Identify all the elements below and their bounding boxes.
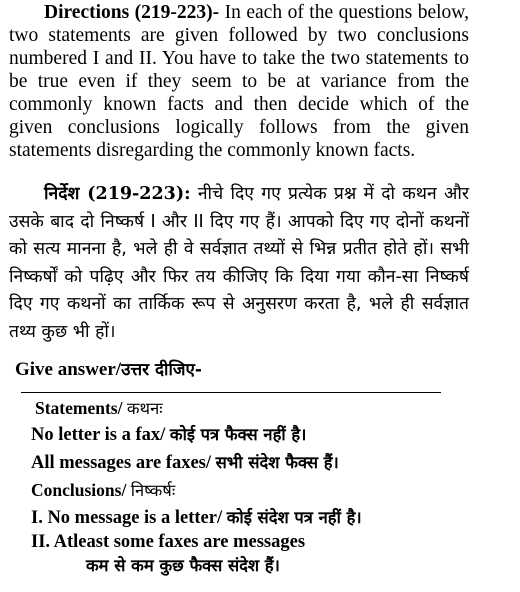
directions-text-hindi: नीचे दिए गए प्रत्येक प्रश्न में दो कथन और उसके बाद दो निष्कर्ष I और II दिए गए हैं। आपको दिए गए दोनों कथनों को सत्य मानना है, भले ही वे सर्वज्ञात तथ्यों से भिन्न प्रतीत होते हों। सभी निष्कर्षों को पढ़िए और फिर तय कीजिए कि दिया गया कौन-सा निष्कर्ष दिए गए कथनों का तार्किक रूप से अनुसरण करता है, भले ही सर्वज्ञात तथ्य कुछ भी हों। [9, 184, 469, 342]
statements-heading-english: Statements/ [35, 398, 127, 418]
conclusion-1-hindi: कोई संदेश पत्र नहीं है। [226, 508, 362, 527]
directions-label-hindi: निर्देश (219-223): [44, 184, 191, 204]
conclusion-1-english: I. No message is a letter/ [31, 508, 227, 528]
conclusion-2-hindi-text: कम से कम कुछ फैक्स संदेश हैं। [86, 556, 280, 575]
directions-text-english: In each of the questions below, two statements are given followed by two conclusions numbered I and II. You have to take the two statements to be true even if they seem to be at variance from the commonly known facts and then decide which of the given conclusions logically follows from the given statements disregarding the commonly known facts. [9, 2, 469, 161]
conclusion-1 [31, 505, 362, 529]
statement-1 [31, 422, 306, 446]
directions-hindi [9, 181, 469, 346]
divider [21, 392, 441, 393]
statements-heading [35, 396, 163, 419]
conclusions-heading-english: Conclusions/ [31, 480, 131, 500]
give-answer-english: Give answer/ [15, 359, 122, 380]
conclusions-heading-hindi: निष्कर्षः [130, 481, 176, 500]
statement-1-hindi: कोई पत्र फैक्स नहीं है। [169, 425, 307, 444]
statement-1-english: No letter is a fax/ [31, 425, 170, 445]
directions-label-english: Directions (219-223)- [44, 2, 220, 23]
give-answer [15, 357, 202, 381]
conclusions-heading [31, 478, 175, 501]
directions-english [9, 1, 469, 162]
statement-2-hindi: सभी संदेश फैक्स हैं। [215, 453, 339, 472]
statement-2-english: All messages are faxes/ [31, 453, 216, 473]
conclusion-2-hindi [86, 553, 280, 577]
statement-2 [31, 450, 339, 474]
give-answer-hindi: उत्तर दीजिए- [121, 360, 202, 380]
statements-heading-hindi: कथनः [126, 399, 163, 418]
conclusion-2-english: II. Atleast some faxes are messages [31, 532, 306, 552]
